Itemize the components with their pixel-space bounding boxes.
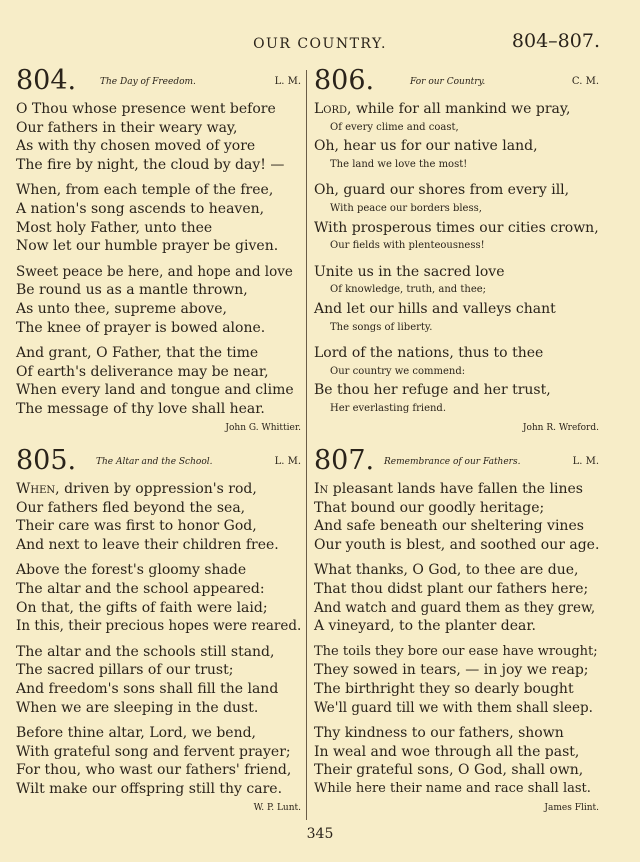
verse-line: Oh, hear us for our native land, — [314, 138, 538, 155]
verse-line: And next to leave their children free. — [16, 536, 279, 553]
verse-line: Oh, guard our shores from every ill, — [314, 182, 570, 199]
hymn-author: John G. Whittier. — [225, 422, 301, 433]
stanza — [16, 724, 301, 798]
hymn-header — [314, 65, 599, 100]
verse-line: As with thy chosen moved of yore — [16, 138, 256, 155]
verse-line: Lord of the nations, thus to thee — [314, 345, 544, 362]
verse-line: And watch and guard them as they grew, — [314, 599, 596, 616]
verse-line: Their care was first to honor God, — [16, 518, 257, 535]
verse-line: Their grateful sons, O God, shall own, — [314, 762, 584, 779]
hymn-author: W. P. Lunt. — [253, 802, 301, 813]
verse-line: Now let our humble prayer be given. — [16, 238, 279, 255]
verse-line: In weal and woe through all the past, — [314, 743, 580, 760]
verse-line: The knee of prayer is bowed alone. — [16, 319, 266, 336]
running-head: OUR COUNTRY. — [253, 36, 387, 52]
hymn-title: Remembrance of our Fathers. — [384, 457, 521, 467]
verse-line: The altar and the schools still stand, — [16, 643, 275, 660]
verse-line: And let our hills and valleys chant — [314, 300, 556, 317]
hymn-header — [16, 65, 301, 100]
hymn-805 — [16, 445, 302, 813]
stanza — [314, 181, 599, 255]
verse-line: Our youth is blest, and soothed our age. — [314, 536, 600, 553]
stanza — [16, 100, 301, 174]
verse-line: What thanks, O God, to thee are due, — [314, 562, 579, 579]
verse-line: And safe beneath our sheltering vines — [314, 518, 584, 535]
verse-line: Our country we commend: — [330, 365, 466, 377]
verse-line: Unite us in the sacred love — [314, 263, 505, 280]
verse-line: While here their name and race shall last. — [314, 780, 591, 796]
stanza — [16, 643, 301, 717]
verse-line: With prosperous times our cities crown, — [314, 219, 599, 236]
hymn-header — [314, 445, 599, 480]
verse-line: Sweet peace be here, and hope and love — [16, 263, 293, 280]
stanza — [314, 480, 599, 554]
verse-line: That thou didst plant our fathers here; — [314, 580, 589, 597]
page-range: 804–807. — [511, 30, 600, 52]
verse-line: Our fathers in their weary way, — [16, 119, 238, 136]
verse-line: Her everlasting friend. — [330, 402, 447, 414]
verse-line: When, driven by oppression's rod, — [16, 481, 257, 497]
verse-line: With peace our borders bless, — [330, 202, 482, 214]
stanza — [314, 263, 599, 337]
stanza — [314, 100, 599, 174]
hymn-header — [16, 445, 301, 480]
verse-line: We'll guard till we with them shall sleep. — [314, 699, 593, 716]
verse-line: With grateful song and fervent prayer; — [16, 743, 291, 760]
verse-line: The land we love the most! — [330, 158, 468, 170]
verse-line: When, from each temple of the free, — [16, 182, 274, 199]
verse-line: Be thou her refuge and her trust, — [314, 382, 551, 399]
verse-line: The message of thy love shall hear. — [16, 400, 265, 417]
verse-line: They sowed in tears, — in joy we reap; — [314, 662, 589, 679]
hymn-807 — [314, 445, 600, 813]
hymn-title: The Day of Freedom. — [100, 77, 196, 87]
verse-line: Our fields with plenteousness! — [330, 240, 485, 252]
stanza — [16, 263, 301, 337]
verse-line: The toils they bore our ease have wrought; — [314, 643, 598, 659]
hymn-stanzas — [16, 480, 301, 799]
hymn-number: 806. — [314, 65, 375, 96]
stanza — [314, 724, 599, 798]
stanza — [16, 181, 301, 255]
hymn-author: James Flint. — [544, 802, 599, 813]
hymn-number: 805. — [16, 445, 77, 476]
verse-line: The birthright they so dearly bought — [314, 680, 574, 697]
verse-line: As unto thee, supreme above, — [16, 300, 227, 317]
verse-line: And freedom's sons shall fill the land — [16, 680, 279, 697]
hymn-title: For our Country. — [410, 77, 486, 87]
hymn-stanzas — [16, 100, 301, 419]
hymn-meter: L. M. — [572, 456, 599, 467]
verse-line: And grant, O Father, that the time — [16, 345, 259, 362]
hymn-title: The Altar and the School. — [96, 457, 213, 467]
stanza — [314, 643, 599, 717]
verse-line: The fire by night, the cloud by day! — — [16, 156, 285, 173]
verse-line: For thou, who wast our fathers' friend, — [16, 762, 292, 779]
page-number: 345 — [306, 826, 334, 842]
verse-line: Thy kindness to our fathers, shown — [314, 725, 564, 742]
hymn-stanzas — [314, 100, 599, 419]
verse-line: When every land and tongue and clime — [16, 382, 294, 399]
verse-line: Our fathers fled beyond the sea, — [16, 499, 246, 516]
stanza — [16, 344, 301, 418]
hymn-number: 804. — [16, 65, 77, 96]
verse-line: Most holy Father, unto thee — [16, 219, 213, 236]
verse-line: Before thine altar, Lord, we bend, — [16, 725, 257, 742]
verse-line: The sacred pillars of our trust; — [16, 662, 234, 679]
verse-line: Of earth's deliverance may be near, — [16, 363, 269, 380]
verse-line: Of every clime and coast, — [330, 121, 459, 133]
verse-line: In pleasant lands have fallen the lines — [314, 481, 583, 497]
verse-line: Above the forest's gloomy shade — [16, 562, 247, 579]
hymn-804 — [16, 65, 301, 433]
stanza — [16, 480, 301, 554]
hymn-meter: C. M. — [571, 76, 599, 87]
verse-line: A nation's song ascends to heaven, — [16, 200, 265, 217]
hymn-number: 807. — [314, 445, 375, 476]
verse-line: Of knowledge, truth, and thee; — [330, 284, 487, 296]
hymn-stanzas — [314, 480, 599, 799]
verse-line: In this, their precious hopes were reared. — [16, 618, 302, 635]
hymn-806 — [314, 65, 599, 433]
verse-line: The altar and the school appeared: — [16, 580, 265, 597]
stanza — [314, 561, 599, 635]
verse-line: Lord, while for all mankind we pray, — [314, 101, 571, 117]
stanza — [16, 561, 301, 635]
verse-line: On that, the gifts of faith were laid; — [16, 599, 268, 616]
verse-line: That bound our goodly heritage; — [314, 499, 545, 516]
column-divider — [306, 70, 307, 820]
hymn-meter: L. M. — [274, 456, 301, 467]
hymn-meter: L. M. — [274, 76, 301, 87]
verse-line: The songs of liberty. — [330, 321, 433, 333]
verse-line: Be round us as a mantle thrown, — [16, 282, 248, 299]
verse-line: A vineyard, to the planter dear. — [314, 618, 536, 635]
verse-line: O Thou whose presence went before — [16, 101, 276, 117]
hymn-author: John R. Wreford. — [522, 422, 599, 433]
stanza — [314, 344, 599, 418]
verse-line: Wilt make our offspring still thy care. — [16, 780, 283, 797]
verse-line: When we are sleeping in the dust. — [16, 699, 259, 716]
